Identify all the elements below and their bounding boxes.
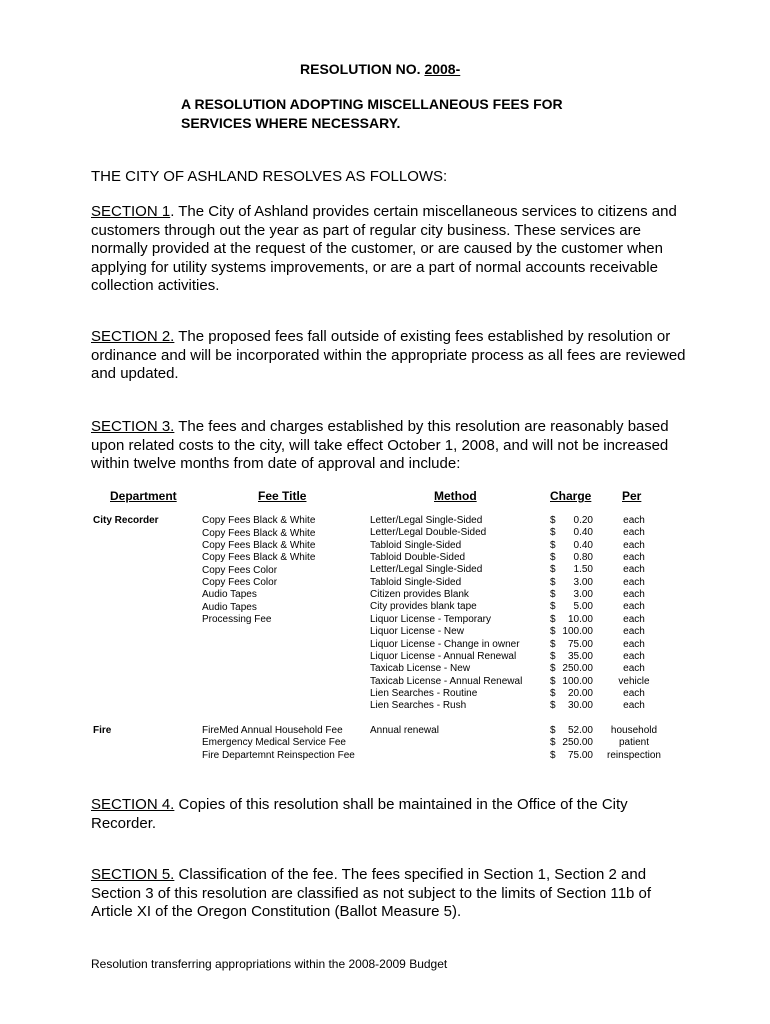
currency-symbol: $ xyxy=(550,638,556,650)
currency-symbol: $ xyxy=(550,737,556,749)
fee-charge: 30.00 xyxy=(567,700,593,712)
section-4-text: Copies of this resolution shall be maintained in the Office of the City Recorder. xyxy=(91,796,628,832)
fee-title: Copy Fees Black & White xyxy=(202,528,316,539)
fee-charge: 0.40 xyxy=(573,527,593,539)
fee-charge: 75.00 xyxy=(567,638,593,650)
fee-method: Liquor License - Annual Renewal xyxy=(370,650,517,662)
fee-per: each xyxy=(623,687,645,699)
fee-per: each xyxy=(623,601,645,613)
fee-title: Copy Fees Color xyxy=(202,565,278,576)
fee-charge: 10.00 xyxy=(567,613,593,625)
section-3 xyxy=(91,418,691,474)
currency-symbol: $ xyxy=(550,527,556,539)
fee-charge: 5.00 xyxy=(573,601,593,613)
fee-method: Tabloid Double-Sided xyxy=(370,552,466,564)
fee-per: each xyxy=(623,613,645,625)
resolution-title-line1: A RESOLUTION ADOPTING MISCELLANEOUS FEES FOR xyxy=(181,96,563,112)
fee-title: Audio Tapes xyxy=(202,602,257,613)
fee-method: Letter/Legal Single-Sided xyxy=(370,564,483,576)
fee-charge: 3.00 xyxy=(573,576,593,588)
page-footer: Resolution transferring appropriations within the 2008-2009 Budget xyxy=(91,957,448,971)
currency-symbol: $ xyxy=(550,576,556,588)
section-3-label: SECTION 3. xyxy=(91,418,175,435)
currency-symbol: $ xyxy=(550,564,556,576)
fee-per: vehicle xyxy=(618,675,650,687)
section-2-label: SECTION 2. xyxy=(91,328,175,345)
fee-charge: 1.50 xyxy=(573,564,593,576)
fee-charge: 75.00 xyxy=(567,749,593,761)
fee-per: each xyxy=(623,515,645,526)
fee-charge: 52.00 xyxy=(567,725,593,736)
currency-symbol: $ xyxy=(550,515,556,526)
section-4-label: SECTION 4. xyxy=(91,796,175,813)
section-1-label: SECTION 1 xyxy=(91,203,171,220)
fee-per: each xyxy=(623,527,645,539)
currency-symbol: $ xyxy=(550,613,556,625)
fee-per: each xyxy=(623,552,645,564)
fee-method: Tabloid Single-Sided xyxy=(370,539,462,551)
fee-per: each xyxy=(623,638,645,650)
department-city-recorder: City Recorder xyxy=(93,515,159,526)
fee-title: Fire Departemnt Reinspection Fee xyxy=(202,749,355,761)
fee-per: each xyxy=(623,663,645,675)
fee-charge: 100.00 xyxy=(562,675,593,687)
fee-charge: 20.00 xyxy=(567,687,593,699)
fee-per: each xyxy=(623,700,645,712)
fee-method: Liquor License - Change in owner xyxy=(370,638,520,650)
fee-charge: 0.80 xyxy=(573,552,593,564)
fee-title: Copy Fees Black & White xyxy=(202,552,316,563)
resolution-number: 2008- xyxy=(424,61,461,77)
fee-charge: 250.00 xyxy=(562,663,593,675)
fee-charge: 0.40 xyxy=(573,539,593,551)
currency-symbol: $ xyxy=(550,589,556,601)
fee-title: Copy Fees Black & White xyxy=(202,540,316,551)
currency-symbol: $ xyxy=(550,749,556,761)
fee-charge: 250.00 xyxy=(562,737,593,749)
header-department: Department xyxy=(110,489,177,503)
fee-method: Taxicab License - Annual Renewal xyxy=(370,675,523,687)
currency-symbol: $ xyxy=(550,663,556,675)
fee-method: Letter/Legal Double-Sided xyxy=(370,527,487,539)
fee-per: each xyxy=(623,626,645,638)
fee-method: Lien Searches - Rush xyxy=(370,700,467,712)
fee-method: Annual renewal xyxy=(370,725,439,736)
fee-title: FireMed Annual Household Fee xyxy=(202,725,343,736)
fee-title: Processing Fee xyxy=(202,614,272,625)
fee-charge: 0.20 xyxy=(573,515,593,526)
section-4 xyxy=(91,796,691,833)
fee-method: Tabloid Single-Sided xyxy=(370,576,462,588)
resolution-prefix: RESOLUTION NO. xyxy=(300,61,425,77)
currency-symbol: $ xyxy=(550,539,556,551)
fee-method: Lien Searches - Routine xyxy=(370,687,478,699)
fee-title: Audio Tapes xyxy=(202,589,257,600)
fee-title: Emergency Medical Service Fee xyxy=(202,737,346,749)
currency-symbol: $ xyxy=(550,675,556,687)
resolution-number-heading xyxy=(300,61,460,77)
currency-symbol: $ xyxy=(550,687,556,699)
header-method: Method xyxy=(434,489,477,503)
fee-method: Taxicab License - New xyxy=(370,663,471,675)
resolution-title-line2: SERVICES WHERE NECESSARY. xyxy=(181,115,401,131)
fee-method: Letter/Legal Single-Sided xyxy=(370,515,483,526)
header-per: Per xyxy=(622,489,642,503)
fee-charge: 100.00 xyxy=(562,626,593,638)
section-5-text: Classification of the fee. The fees specified in Section 1, Section 2 and Section 3 of this resolution are classified as not subject to the limits of Section 11b of Article XI of the Oregon Constitution (Ballot Measure 5). xyxy=(91,866,652,920)
fee-per: each xyxy=(623,589,645,601)
section-1-text: . The City of Ashland provides certain miscellaneous services to citizens and customers through out the year as part of regular city business. These services are normally provided at the request of the customer, or are caused by the customer when applying for utility systems improvements, or are a part of normal accounts receivable collection activities. xyxy=(91,203,677,294)
department-fire: Fire xyxy=(93,725,112,736)
fee-title: Copy Fees Color xyxy=(202,577,278,588)
section-2 xyxy=(91,328,691,384)
fee-per: each xyxy=(623,576,645,588)
fee-per: each xyxy=(623,539,645,551)
section-3-text: The fees and charges established by this resolution are reasonably based upon related costs to the city, will take effect October 1, 2008, and will not be increased within twelve months from date of approval and include: xyxy=(91,418,669,472)
fee-per: each xyxy=(623,564,645,576)
currency-symbol: $ xyxy=(550,552,556,564)
fee-per: household xyxy=(610,725,658,736)
section-1 xyxy=(91,203,691,296)
fee-per: each xyxy=(623,650,645,662)
fee-method: Liquor License - Temporary xyxy=(370,613,491,625)
header-fee-title: Fee Title xyxy=(258,489,307,503)
header-charge: Charge xyxy=(550,489,592,503)
fee-per: reinspection xyxy=(607,749,661,761)
section-2-text: The proposed fees fall outside of existing fees established by resolution or ordinance and will be incorporated within the appropriate process as all fees are reviewed and updated. xyxy=(91,328,686,382)
section-5-label: SECTION 5. xyxy=(91,866,175,883)
fee-method: Liquor License - New xyxy=(370,626,464,638)
fee-charge: 3.00 xyxy=(573,589,593,601)
section-5 xyxy=(91,866,691,922)
currency-symbol: $ xyxy=(550,725,556,736)
resolves-statement: THE CITY OF ASHLAND RESOLVES AS FOLLOWS: xyxy=(91,168,448,185)
currency-symbol: $ xyxy=(550,700,556,712)
fee-method: Citizen provides Blank xyxy=(370,589,469,601)
currency-symbol: $ xyxy=(550,650,556,662)
fee-method: City provides blank tape xyxy=(370,601,477,613)
currency-symbol: $ xyxy=(550,626,556,638)
fee-charge: 35.00 xyxy=(567,650,593,662)
currency-symbol: $ xyxy=(550,601,556,613)
fee-title: Copy Fees Black & White xyxy=(202,515,316,526)
fee-per: patient xyxy=(618,737,650,749)
